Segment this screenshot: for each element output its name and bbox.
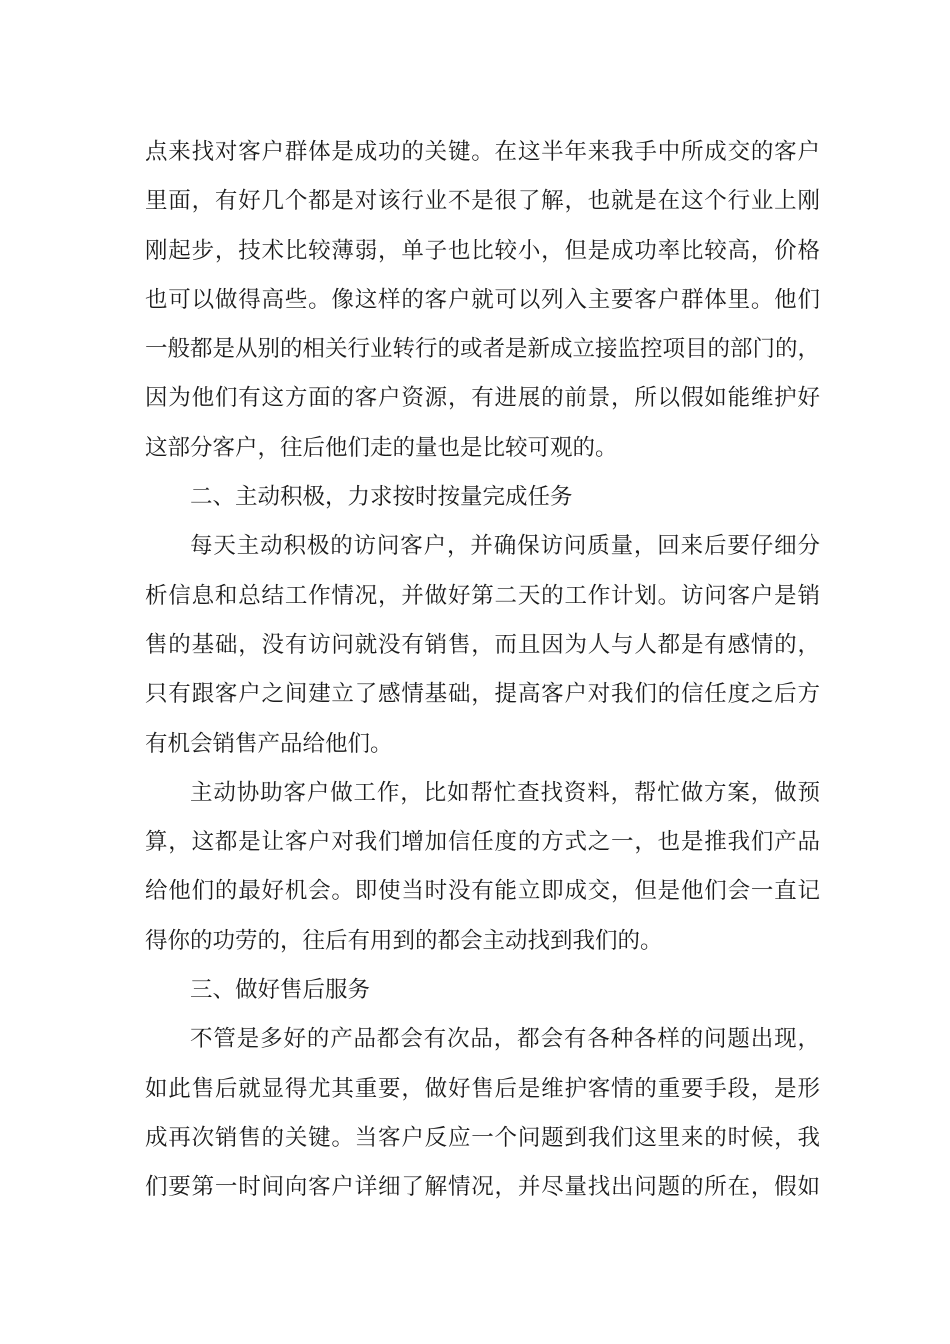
paragraph-line: 有机会销售产品给他们。 [145,730,393,757]
paragraph-line: 每天主动积极的访问客户，并确保访问质量，回来后要仔细分 [190,533,820,560]
paragraph-line: 也可以做得高些。像这样的客户就可以列入主要客户群体里。他们 [145,286,820,313]
section-heading: 二、主动积极，力求按时按量完成任务 [190,484,573,511]
paragraph-line: 得你的功劳的，往后有用到的都会主动找到我们的。 [145,927,663,954]
paragraph-line: 这部分客户，往后他们走的量也是比较可观的。 [145,434,618,461]
paragraph-line: 只有跟客户之间建立了感情基础，提高客户对我们的信任度之后方 [145,681,820,708]
paragraph-line: 里面，有好几个都是对该行业不是很了解，也就是在这个行业上刚 [145,188,820,215]
paragraph-line: 算，这都是让客户对我们增加信任度的方式之一，也是推我们产品 [145,829,820,856]
paragraph-line: 们要第一时间向客户详细了解情况，并尽量找出问题的所在，假如 [145,1174,820,1201]
section-heading: 三、做好售后服务 [190,977,371,1004]
paragraph-line: 析信息和总结工作情况，并做好第二天的工作计划。访问客户是销 [145,582,820,609]
paragraph-line: 一般都是从别的相关行业转行的或者是新成立接监控项目的部门的， [145,336,820,363]
paragraph-line: 因为他们有这方面的客户资源，有进展的前景，所以假如能维护好 [145,385,820,412]
paragraph-line: 如此售后就显得尤其重要，做好售后是维护客情的重要手段，是形 [145,1075,820,1102]
paragraph-line: 售的基础，没有访问就没有销售，而且因为人与人都是有感情的， [145,631,820,658]
paragraph-line: 刚起步，技术比较薄弱，单子也比较小，但是成功率比较高，价格 [145,237,820,264]
paragraph-line: 点来找对客户群体是成功的关键。在这半年来我手中所成交的客户 [145,139,820,165]
paragraph-line: 给他们的最好机会。即使当时没有能立即成交，但是他们会一直记 [145,878,820,905]
paragraph-line: 成再次销售的关键。当客户反应一个问题到我们这里来的时候，我 [145,1124,820,1151]
document-body [145,128,820,1213]
paragraph-line: 主动协助客户做工作，比如帮忙查找资料，帮忙做方案，做预 [190,779,820,806]
paragraph-line: 不管是多好的产品都会有次品，都会有各种各样的问题出现， [190,1026,820,1053]
